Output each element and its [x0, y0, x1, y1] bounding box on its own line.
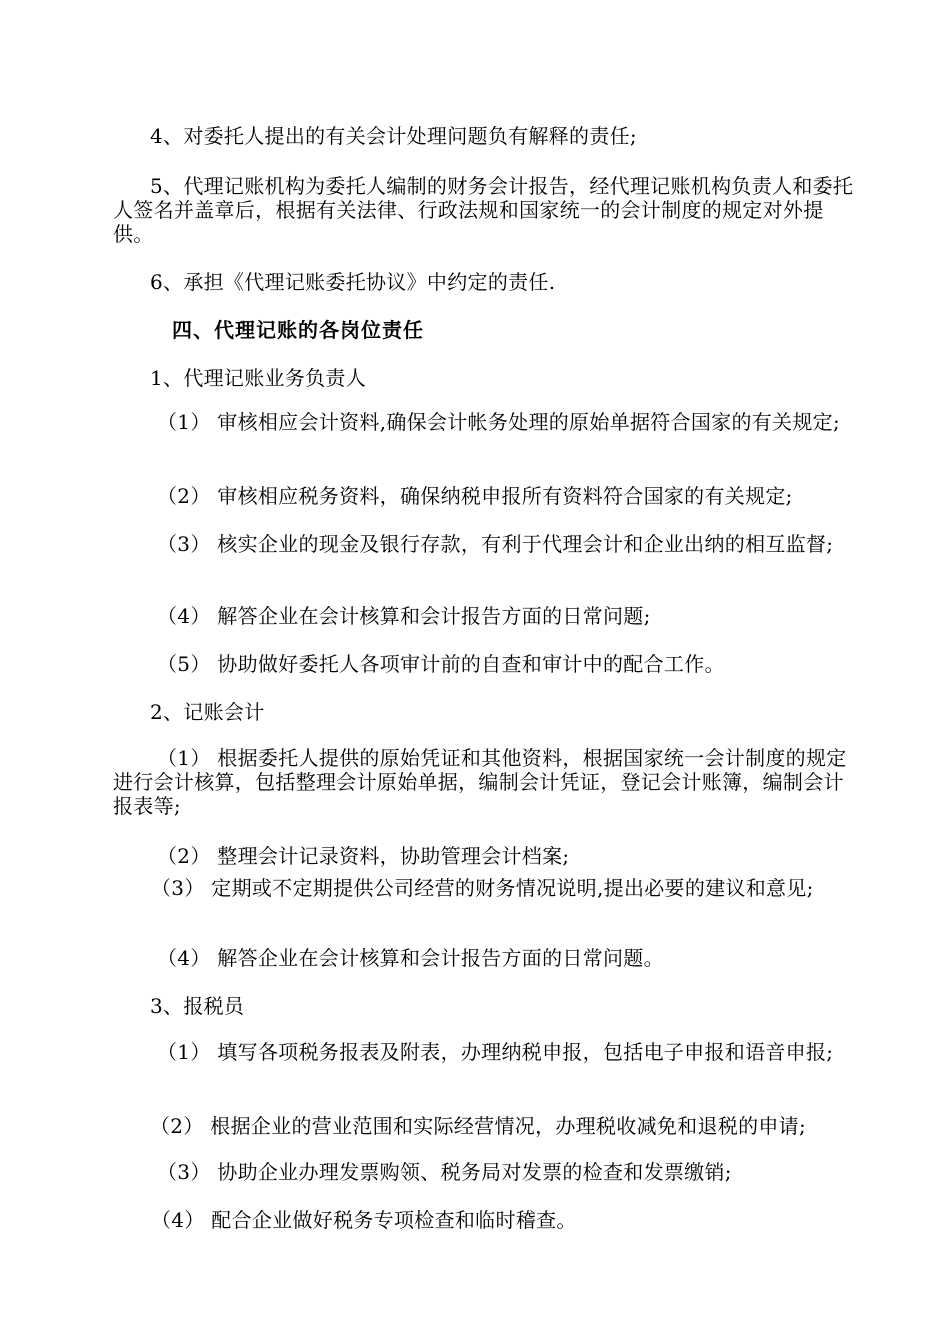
list-item: （2） 根据企业的营业范围和实际经营情况，办理税收减免和退税的申请; [150, 1114, 807, 1138]
list-item: （2） 整理会计记录资料，协助管理会计档案; [157, 844, 570, 868]
list-item: （4） 配合企业做好税务专项检查和临时稽查。 [151, 1208, 577, 1232]
list-item: （1） 填写各项税务报表及附表，办理纳税申报，包括电子申报和语音申报; [157, 1040, 834, 1064]
subsection-heading-3: 3、报税员 [150, 994, 245, 1018]
list-item: （4） 解答企业在会计核算和会计报告方面的日常问题; [157, 604, 651, 628]
list-item: （3） 核实企业的现金及银行存款，有利于代理会计和企业出纳的相互监督; [157, 532, 834, 556]
paragraph-item-5: 5、代理记账机构为委托人编制的财务会计报告，经代理记账机构负责人和委托人签名并盖章后，根据有关法律、行政法规和国家统一的会计制度的规定对外提供。 [113, 174, 854, 246]
list-item: （4） 解答企业在会计核算和会计报告方面的日常问题。 [157, 946, 664, 970]
list-item: （2） 审核相应税务资料，确保纳税申报所有资料符合国家的有关规定; [157, 484, 793, 508]
list-item: （1） 审核相应会计资料,确保会计帐务处理的原始单据符合国家的有关规定; [157, 410, 840, 434]
list-item: （5） 协助做好委托人各项审计前的自查和审计中的配合工作。 [157, 652, 725, 676]
subsection-heading-1: 1、代理记账业务负责人 [150, 366, 367, 390]
list-item: （1） 根据委托人提供的原始凭证和其他资料，根据国家统一会计制度的规定进行会计核算，包括整理会计原始单据，编制会计凭证，登记会计账簿，编制会计报表等; [113, 746, 847, 818]
list-item: （3） 协助企业办理发票购领、税务局对发票的检查和发票缴销; [157, 1160, 732, 1184]
section-heading: 四、代理记账的各岗位责任 [172, 318, 424, 342]
paragraph-item-6: 6、承担《代理记账委托协议》中约定的责任. [150, 270, 556, 294]
paragraph-item-4: 4、对委托人提出的有关会计处理问题负有解释的责任; [150, 124, 637, 148]
subsection-heading-2: 2、记账会计 [150, 700, 265, 724]
list-item: （3） 定期或不定期提供公司经营的财务情况说明,提出必要的建议和意见; [151, 876, 814, 900]
